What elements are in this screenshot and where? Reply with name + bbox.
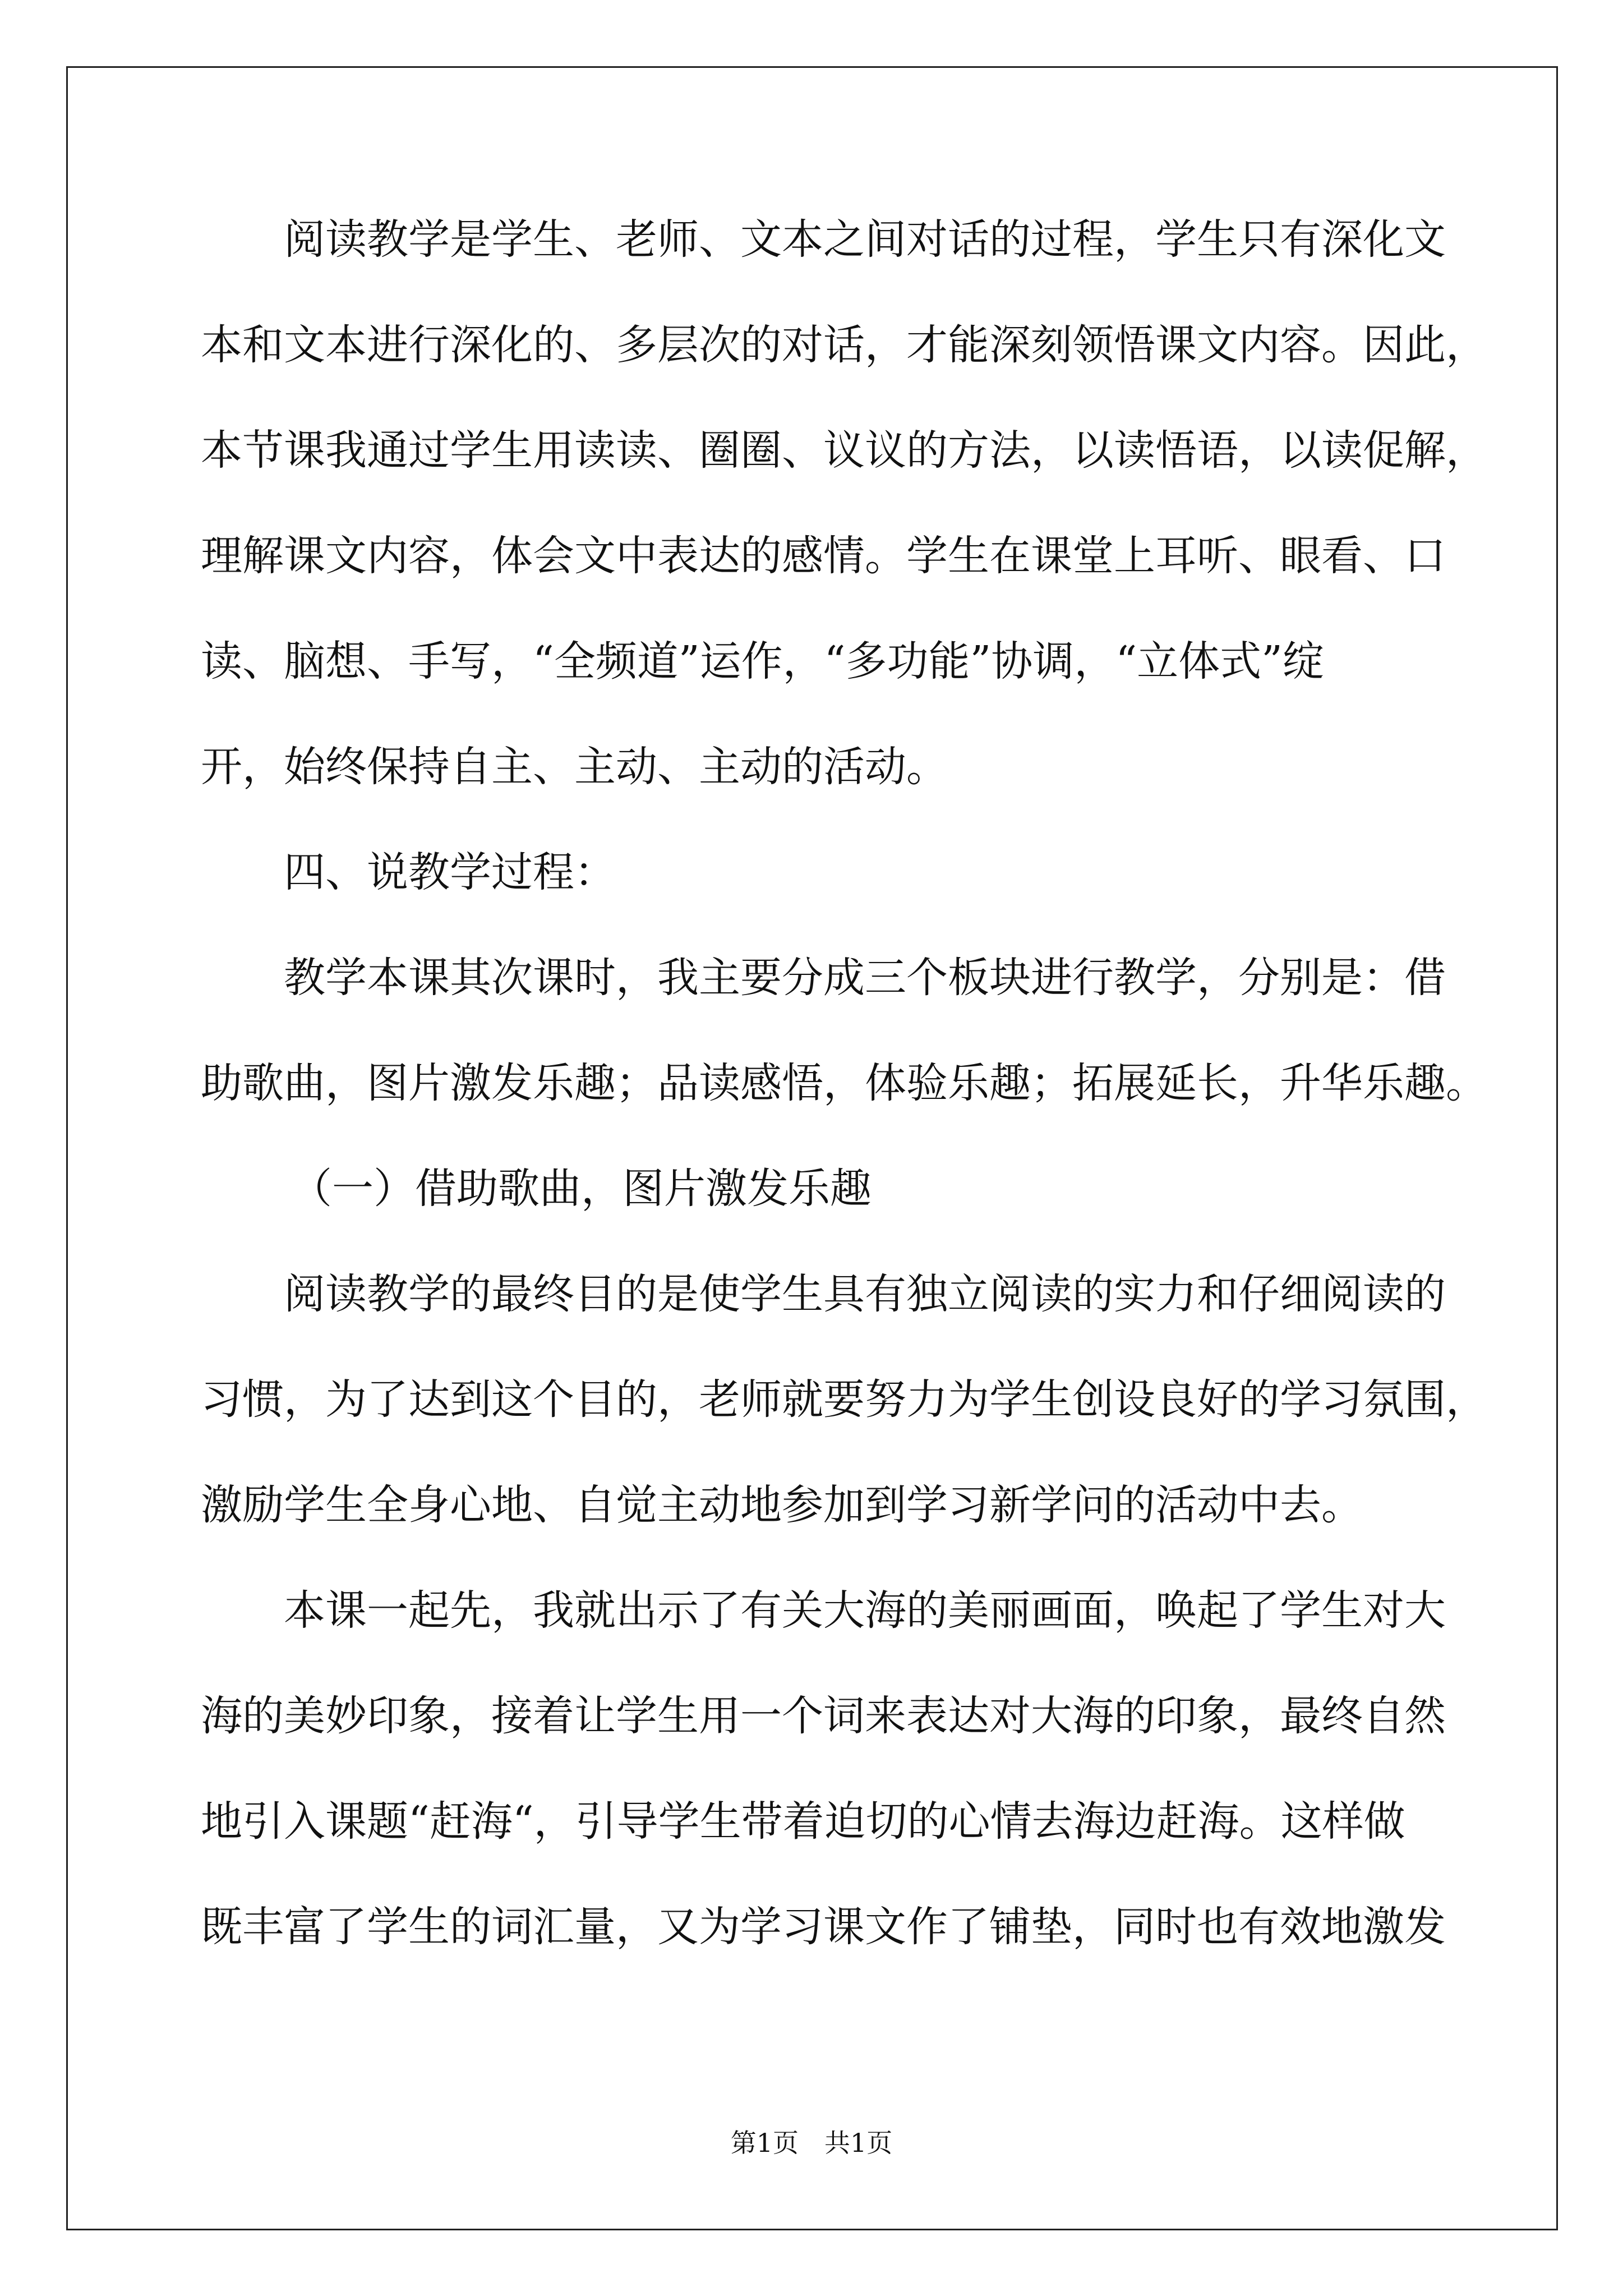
paragraph-3-line-1: 阅读教学的最终目的是使学生具有独立阅读的实力和仔细阅读的 bbox=[284, 1270, 1446, 1318]
paragraph-1-line-5: 读、脑想、手写，“全频道”运作，“多功能”协调，“立体式”绽 bbox=[201, 637, 1324, 685]
paragraph-1-line-6: 开，始终保持自主、主动、主动的活动。 bbox=[201, 743, 948, 791]
subsection-heading: （一）借助歌曲，图片激发乐趣 bbox=[291, 1165, 872, 1213]
page-number-footer: 第1页 共1页 bbox=[730, 2128, 893, 2158]
paragraph-4-line-1: 本课一起先，我就出示了有关大海的美丽画面，唤起了学生对大 bbox=[284, 1586, 1446, 1635]
paragraph-4-line-4: 既丰富了学生的词汇量，又为学习课文作了铺垫，同时也有效地激发 bbox=[201, 1903, 1446, 1951]
paragraph-1-line-3: 本节课我通过学生用读读、圈圈、议议的方法，以读悟语，以读促解， bbox=[201, 426, 1487, 475]
paragraph-3-line-2: 习惯，为了达到这个目的，老师就要努力为学生创设良好的学习氛围， bbox=[201, 1375, 1487, 1424]
paragraph-3-line-3: 激励学生全身心地、自觉主动地参加到学习新学问的活动中去。 bbox=[201, 1481, 1363, 1529]
paragraph-1-line-2: 本和文本进行深化的、多层次的对话，才能深刻领悟课文内容。因此， bbox=[201, 321, 1487, 369]
paragraph-4-line-3: 地引入课题“赶海“，引导学生带着迫切的心情去海边赶海。这样做 bbox=[201, 1797, 1405, 1846]
section-heading: 四、说教学过程： bbox=[284, 848, 616, 896]
paragraph-1-line-4: 理解课文内容，体会文中表达的感情。学生在课堂上耳听、眼看、口 bbox=[201, 532, 1446, 580]
paragraph-1-line-1: 阅读教学是学生、老师、文本之间对话的过程，学生只有深化文 bbox=[284, 215, 1446, 264]
paragraph-2-line-1: 教学本课其次课时，我主要分成三个板块进行教学，分别是：借 bbox=[284, 954, 1446, 1002]
paragraph-2-line-2: 助歌曲，图片激发乐趣；品读感悟，体验乐趣；拓展延长，升华乐趣。 bbox=[201, 1059, 1487, 1107]
paragraph-4-line-2: 海的美妙印象，接着让学生用一个词来表达对大海的印象，最终自然 bbox=[201, 1692, 1446, 1740]
